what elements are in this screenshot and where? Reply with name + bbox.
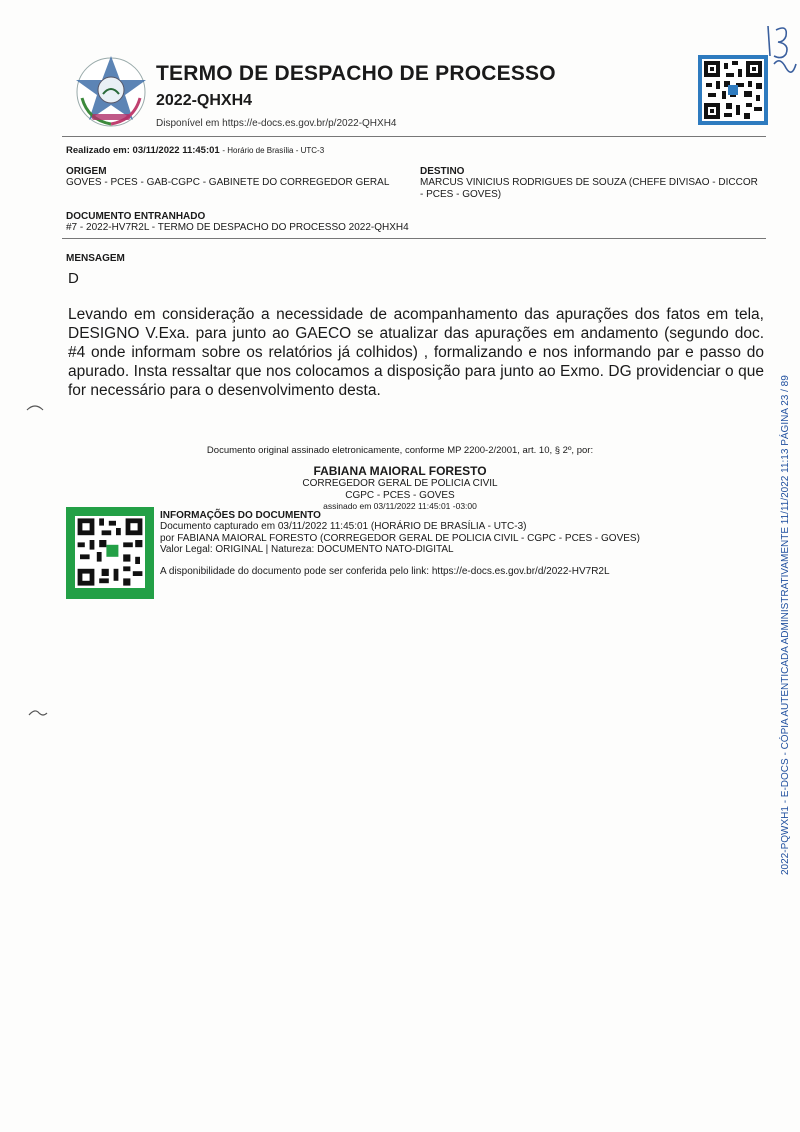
document-availability-link[interactable]: A disponibilidade do documento pode ser conferida pelo link: https://e-docs.es.gov.br/d/2022-HV7R2L: [160, 565, 610, 577]
document-info: [160, 510, 760, 577]
document-info-heading: INFORMAÇÕES DO DOCUMENTO: [160, 510, 321, 521]
realized-label: Realizado em:: [66, 145, 130, 156]
attached-document-label: DOCUMENTO ENTRANHADO: [66, 211, 206, 222]
realized-value: 03/11/2022 11:45:01: [132, 145, 220, 156]
message-initial: D: [68, 270, 79, 287]
document-captured: Documento capturado em 03/11/2022 11:45:01 (HORÁRIO DE BRASÍLIA - UTC-3): [160, 521, 527, 532]
qr-code-icon: [698, 55, 768, 125]
destination-label: DESTINO: [420, 166, 465, 177]
meta-divider: [62, 238, 766, 239]
header-divider: [62, 136, 766, 137]
destination-text: MARCUS VINICIUS RODRIGUES DE SOUZA (CHEFE DIVISAO - DICCOR - PCES - GOVES): [420, 177, 758, 200]
availability-link[interactable]: Disponível em https://e-docs.es.gov.br/p/2022-QHXH4: [156, 118, 397, 129]
state-emblem-logo: [70, 50, 152, 132]
realized-timezone: - Horário de Brasília - UTC-3: [222, 146, 325, 155]
message-body: Levando em consideração a necessidade de acompanhamento das apurações dos fatos em tela, DESIGNO V.Exa. para junto ao GAECO se atualizar das apurações em andamento (segundo doc. #4 onde informam sobre os relatórios já colhidos) , formalizando e nos informando par e passo do apurado. Insta ressaltar que nos colocamos a disposição para junto ao Exmo. DG providenciar o que for necessário para o desenvolvimento desta.: [68, 306, 764, 399]
margin-mark: [26, 402, 46, 412]
document-captured-by: por FABIANA MAIORAL FORESTO (CORREGEDOR GERAL DE POLICIA CIVIL - CGPC - PCES - GOVES): [160, 532, 640, 544]
signature-date: assinado em 03/11/2022 11:45:01 -03:00: [323, 501, 477, 511]
document-legal-value: Valor Legal: ORIGINAL | Natureza: DOCUMENTO NATO-DIGITAL: [160, 544, 454, 555]
margin-mark: [28, 708, 48, 718]
origin-text: GOVES - PCES - GAB-CGPC - GABINETE DO CORREGEDOR GERAL: [66, 177, 390, 188]
realized-at: [66, 145, 324, 156]
process-code: 2022-QHXH4: [156, 92, 253, 109]
document-title: TERMO DE DESPACHO DE PROCESSO: [156, 62, 556, 85]
side-authentication-stamp: 2022-PQWXH1 - E-DOCS - CÓPIA AUTENTICADA ADMINISTRATIVAMENTE 11/11/2022 11:13 PÁGINA 23 / 89: [780, 375, 791, 875]
signer-org: CGPC - PCES - GOVES: [345, 489, 455, 501]
signature-note: Documento original assinado eletronicamente, conforme MP 2200-2/2001, art. 10, § 2º, por:: [206, 445, 594, 456]
message-label: MENSAGEM: [66, 253, 125, 264]
attached-document-text: #7 - 2022-HV7R2L - TERMO DE DESPACHO DO PROCESSO 2022-QHXH4: [66, 222, 409, 233]
document-qr-code-icon: [66, 507, 154, 599]
signer-block: [0, 464, 800, 511]
handwritten-page-number-mark: [762, 20, 800, 80]
signer-name: FABIANA MAIORAL FORESTO: [313, 464, 487, 478]
origin-label: ORIGEM: [66, 166, 107, 177]
signer-role: CORREGEDOR GERAL DE POLICIA CIVIL: [302, 478, 498, 489]
